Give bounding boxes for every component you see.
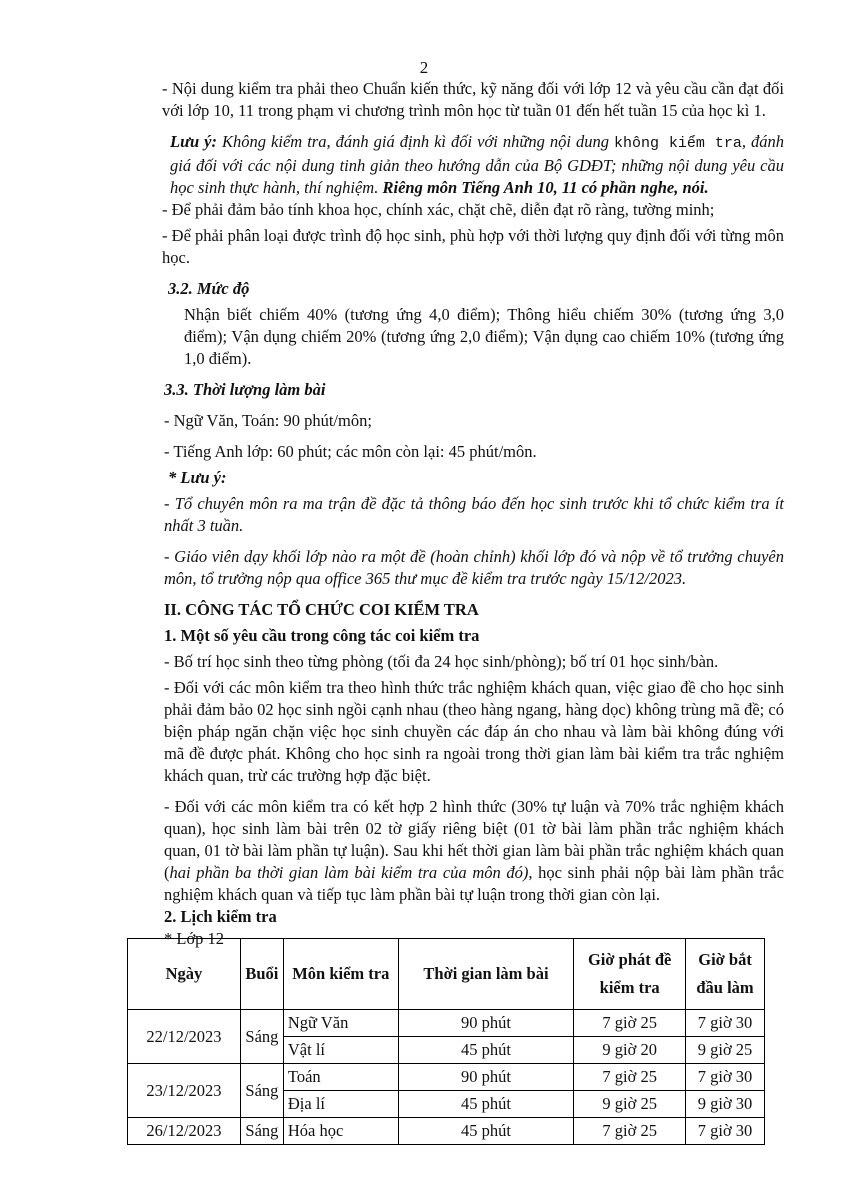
exam-classification-paragraph: - Để phải phân loại được trình độ học sinh, phù hợp với thời lượng quy định đối với từng môn học.	[162, 226, 784, 267]
room-arrangement-paragraph: - Bố trí học sinh theo từng phòng (tối đa 24 học sinh/phòng); bố trí 01 học sinh/bàn.	[164, 652, 719, 671]
header-subject: Môn kiểm tra	[283, 939, 398, 1010]
header-date: Ngày	[128, 939, 241, 1010]
cell-start-time: 7 giờ 30	[686, 1118, 765, 1145]
heading-1-requirements: 1. Một số yêu cầu trong công tác coi kiểm tra	[164, 626, 480, 645]
heading-3-3: 3.3. Thời lượng làm bài	[164, 380, 326, 399]
grade-label: * Lớp 12	[164, 929, 225, 948]
cell-session: Sáng	[240, 1118, 283, 1145]
cell-subject: Toán	[283, 1064, 398, 1091]
cell-duration: 90 phút	[398, 1064, 574, 1091]
note-text-b: , đánh giá đối với các nội dung tinh giản theo hướng dẫn của Bộ GDĐT; những nội dung yêu cầu học sinh thực hành, thí nghiệm.	[170, 132, 784, 197]
nb-heading: * Lưu ý:	[168, 468, 227, 487]
combined-text-b: , học sinh phải nộp bài làm phần trắc nghiệm khách quan và tiếp tục làm phần bài tự luận trong thời gian còn lại.	[164, 863, 784, 904]
header-session: Buổi	[240, 939, 283, 1010]
section-ii-heading: II. CÔNG TÁC TỔ CHỨC COI KIỂM TRA	[164, 600, 479, 619]
multiple-choice-paragraph: - Đối với các môn kiểm tra theo hình thức trắc nghiệm khách quan, việc giao đề cho học sinh phải đảm bảo 02 học sinh ngồi cạnh nhau (theo hàng ngang, hàng dọc) không trùng mã đề; có biện pháp ngăn chặn việc học sinh chuyền các đáp án cho nhau và làm bài không đúng với mã đề được phát. Không cho học sinh ra ngoài trong thời gian làm bài kiểm tra trắc nghiệm khách quan, trừ các trường hợp đặc biệt.	[164, 678, 784, 785]
combined-format-paragraph	[112, 796, 784, 906]
combined-text-a: - Đối với các môn kiểm tra có kết hợp 2 hình thức (30% tự luận và 70% trắc nghiệm khách quan), học sinh làm bài trên 02 tờ giấy riêng biệt (01 tờ bài làm phần trắc nghiệm khách quan, 01 tờ bài làm phần tự luận). Sau khi hết thời gian làm bài phần trắc nghiệm khách quan (	[164, 797, 784, 882]
header-issue-time: Giờ phát đề kiểm tra	[574, 939, 686, 1010]
heading-2-schedule: 2. Lịch kiểm tra	[164, 907, 277, 926]
heading-3-2: 3.2. Mức độ	[168, 279, 250, 298]
page-number: 2	[419, 58, 429, 77]
document-body	[112, 78, 784, 950]
cell-subject: Ngữ Văn	[283, 1010, 398, 1037]
cell-issue-time: 7 giờ 25	[574, 1118, 686, 1145]
table-row	[128, 1064, 765, 1091]
cell-issue-time: 9 giờ 25	[574, 1091, 686, 1118]
cell-start-time: 9 giờ 25	[686, 1037, 765, 1064]
duration-english-others: - Tiếng Anh lớp: 60 phút; các môn còn lại: 45 phút/môn.	[164, 442, 537, 461]
table-header-row	[128, 939, 765, 1010]
teacher-note-paragraph: - Giáo viên dạy khối lớp nào ra một đề (hoàn chỉnh) khối lớp đó và nộp về tổ trưởng chuyên môn, tổ trưởng nộp qua office 365 thư mục đề kiểm tra trước ngày 15/12/2023.	[164, 547, 784, 588]
cell-duration: 90 phút	[398, 1010, 574, 1037]
note-bold-text: Riêng môn Tiếng Anh 10, 11 có phần nghe, nói.	[382, 178, 709, 197]
cell-session: Sáng	[240, 1064, 283, 1118]
cell-subject: Địa lí	[283, 1091, 398, 1118]
header-duration: Thời gian làm bài	[398, 939, 574, 1010]
note-paragraph	[112, 131, 784, 199]
cell-start-time: 7 giờ 30	[686, 1064, 765, 1091]
cell-subject: Hóa học	[283, 1118, 398, 1145]
cell-date: 22/12/2023	[128, 1010, 241, 1064]
header-start-time: Giờ bắt đầu làm	[686, 939, 765, 1010]
exam-quality-paragraph: - Để phải đảm bảo tính khoa học, chính xác, chặt chẽ, diễn đạt rõ ràng, tường minh;	[162, 200, 715, 219]
duration-literature-math: - Ngữ Văn, Toán: 90 phút/môn;	[164, 411, 372, 430]
cell-duration: 45 phút	[398, 1037, 574, 1064]
cell-duration: 45 phút	[398, 1091, 574, 1118]
content-requirement-paragraph: - Nội dung kiểm tra phải theo Chuẩn kiến thức, kỹ năng đối với lớp 12 và yêu cầu cần đạt đối với lớp 10, 11 trong phạm vi chương trình môn học từ tuần 01 đến hết tuần 15 của học kì 1.	[162, 79, 784, 120]
cell-session: Sáng	[240, 1010, 283, 1064]
cell-issue-time: 9 giờ 20	[574, 1037, 686, 1064]
cell-issue-time: 7 giờ 25	[574, 1010, 686, 1037]
cell-start-time: 7 giờ 30	[686, 1010, 765, 1037]
cell-duration: 45 phút	[398, 1118, 574, 1145]
cell-date: 26/12/2023	[128, 1118, 241, 1145]
cell-issue-time: 7 giờ 25	[574, 1064, 686, 1091]
level-distribution-paragraph: Nhận biết chiếm 40% (tương ứng 4,0 điểm); Thông hiểu chiếm 30% (tương ứng 3,0 điểm); Vận dụng chiếm 20% (tương ứng 2,0 điểm); Vận dụng cao chiếm 10% (tương ứng 1,0 điểm).	[184, 305, 784, 368]
table-row	[128, 1010, 765, 1037]
cell-subject: Vật lí	[283, 1037, 398, 1064]
exam-schedule-table	[127, 938, 765, 1145]
note-label: Lưu ý:	[170, 132, 217, 151]
cell-date: 23/12/2023	[128, 1064, 241, 1118]
table-row	[128, 1118, 765, 1145]
note-text-a: Không kiểm tra, đánh giá định kì đối với những nội dung	[216, 132, 615, 151]
cell-start-time: 9 giờ 30	[686, 1091, 765, 1118]
matrix-note-paragraph: - Tổ chuyên môn ra ma trận đề đặc tả thông báo đến học sinh trước khi tổ chức kiểm tra ít nhất 3 tuần.	[164, 494, 784, 535]
combined-text-italic: hai phần ba thời gian làm bài kiểm tra của môn đó)	[169, 863, 529, 882]
note-mono-text: không kiểm tra	[614, 135, 742, 152]
